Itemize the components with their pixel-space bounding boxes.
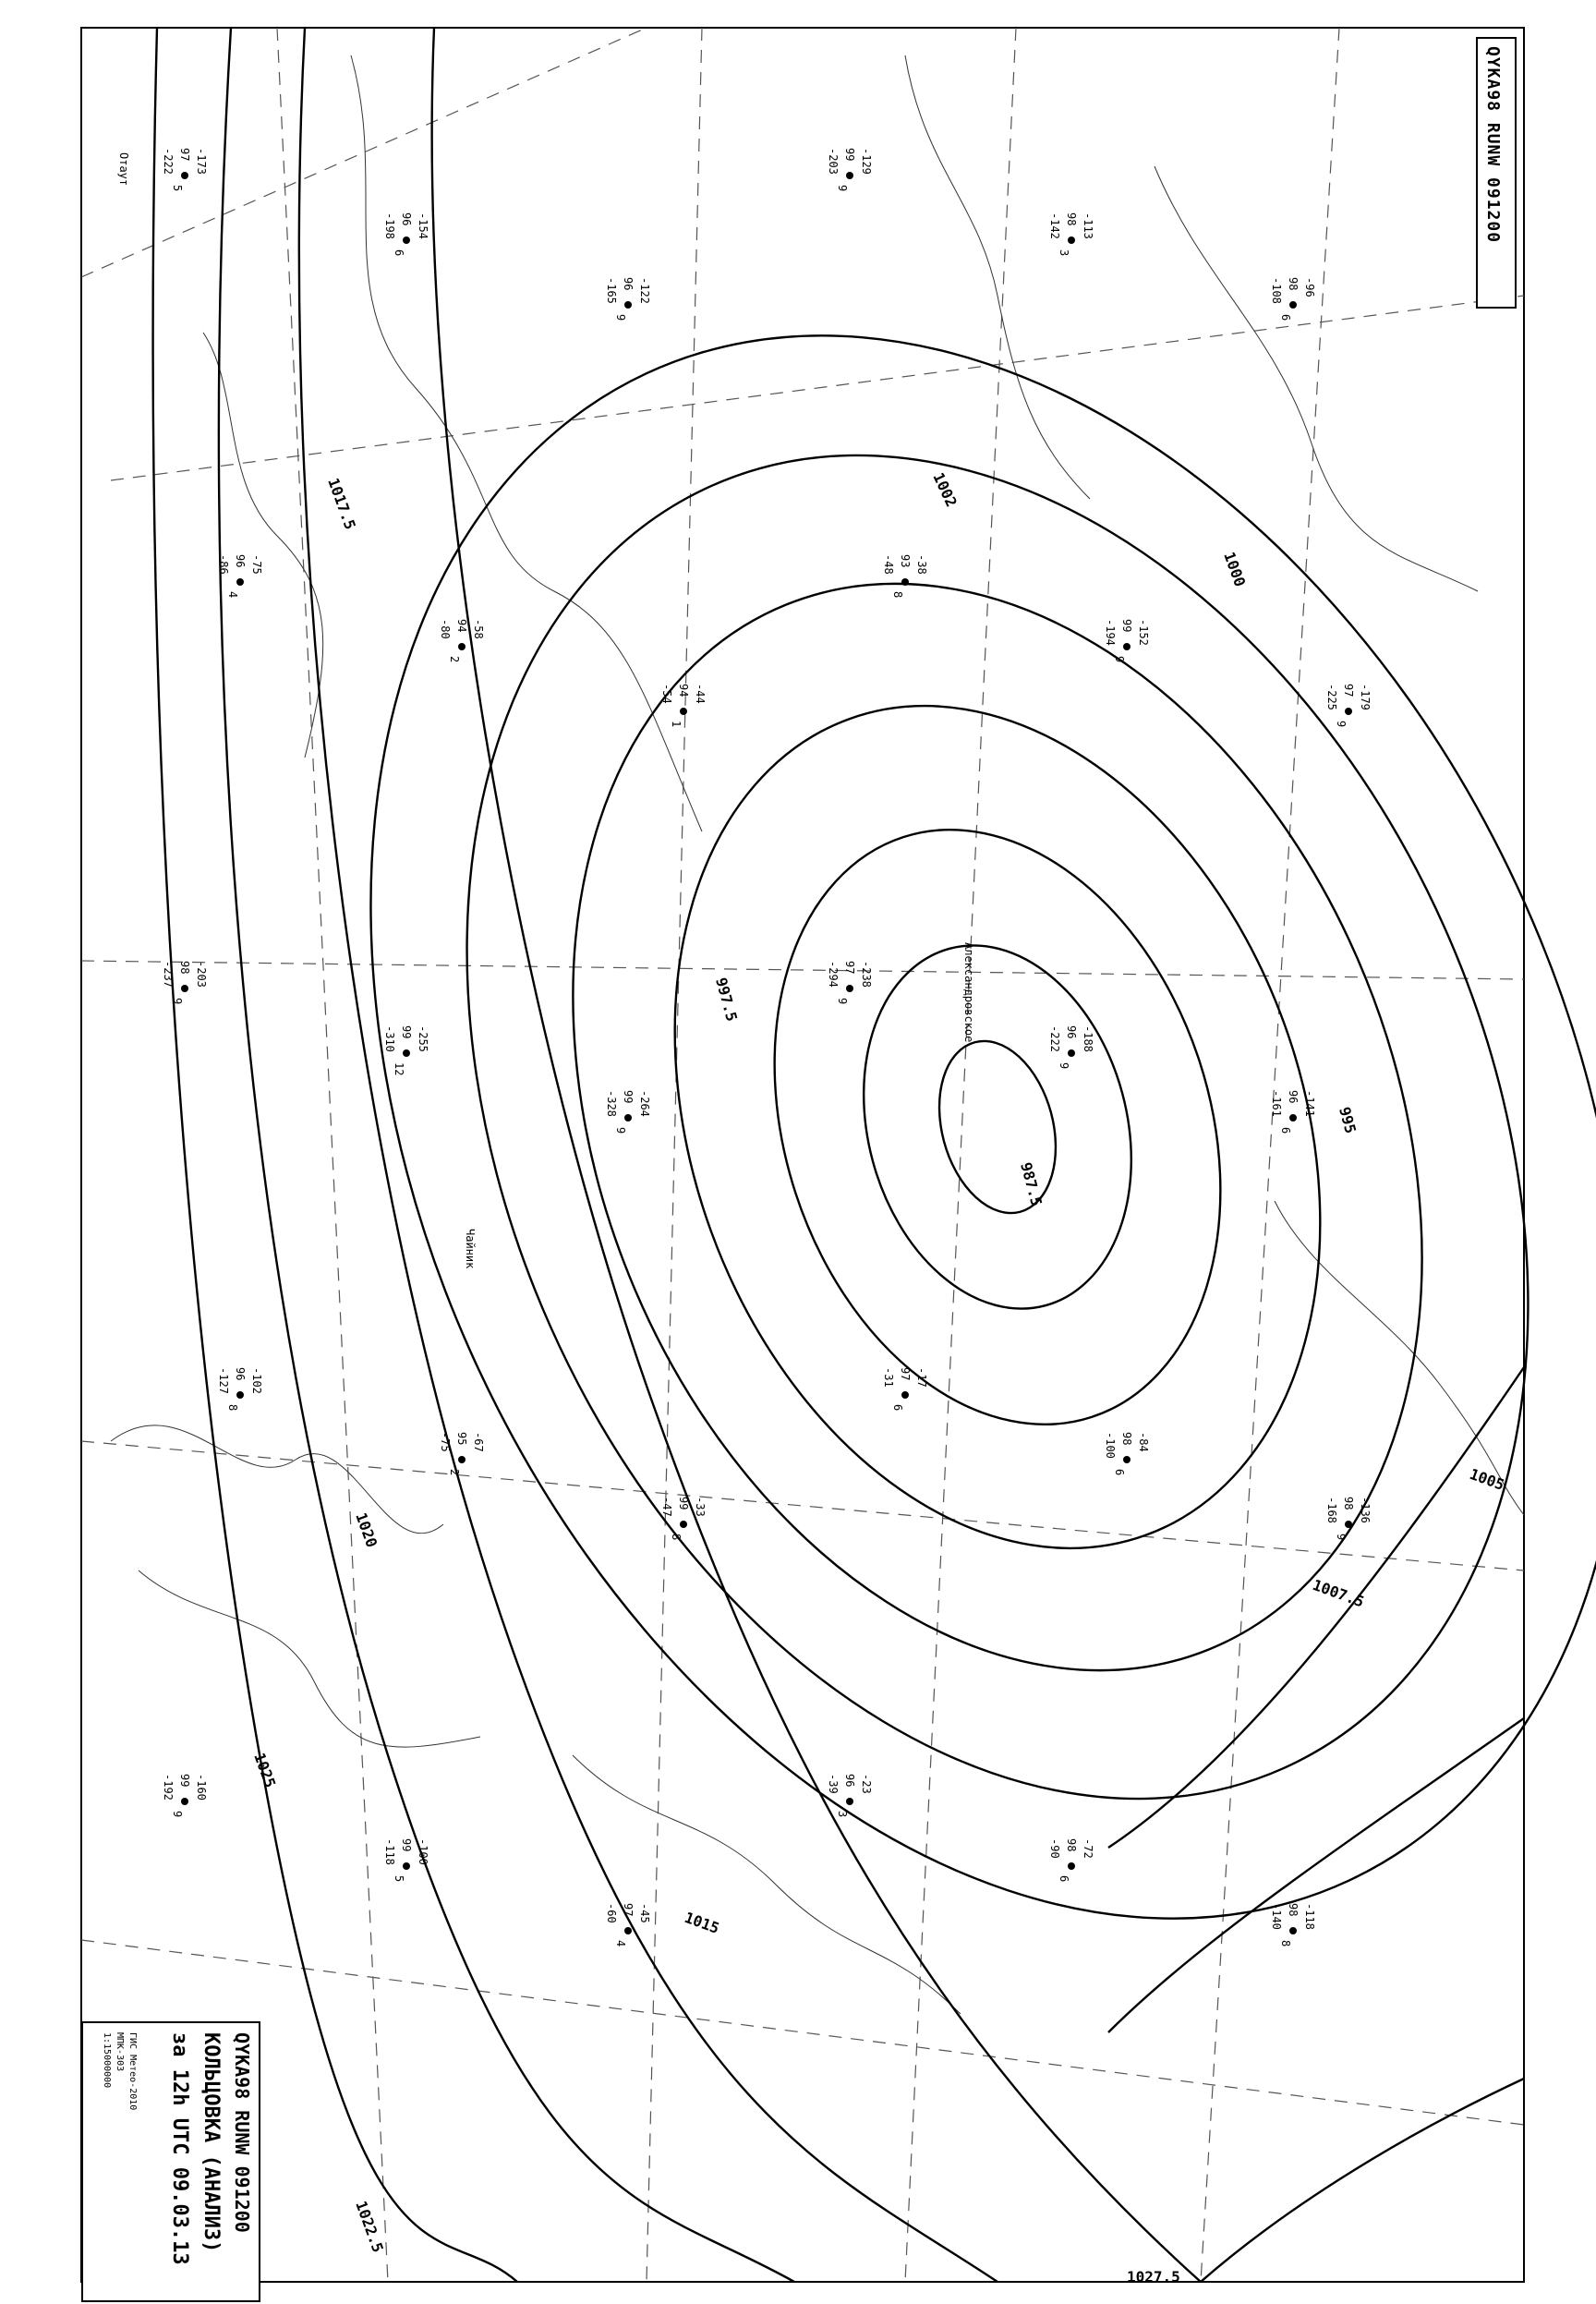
station-dot [624, 1114, 632, 1122]
station-value: 97 [899, 1367, 912, 1381]
station-dot [1345, 1521, 1352, 1528]
station-value: -294 [827, 961, 840, 988]
station-value: -140 [1270, 1903, 1283, 1930]
station-value: 9 [1335, 1534, 1348, 1541]
station-value: -238 [860, 961, 873, 988]
station-dot [236, 578, 244, 586]
station-value: -108 [1270, 277, 1283, 304]
legend-line-1: QYKA98 RUNW 091200 [231, 2032, 253, 2233]
station-value: -44 [694, 684, 707, 704]
station-dot [901, 578, 909, 586]
station-dot [1123, 643, 1130, 650]
station-value: -90 [1048, 1838, 1061, 1859]
station-value: 4 [226, 591, 239, 599]
station-value: 96 [400, 212, 413, 226]
station-value: -194 [1104, 619, 1117, 646]
station-value: -100 [417, 1838, 429, 1865]
isobar-label: 1000 [1220, 549, 1250, 589]
station-value: 2 [448, 656, 461, 663]
place-label: Александровское [962, 942, 975, 1043]
isobar-label: 1002 [929, 469, 961, 510]
isobar-label: 1005 [1467, 1464, 1507, 1494]
station-value: -198 [383, 212, 396, 239]
station-value: 9 [1113, 656, 1126, 663]
station-dot [1289, 1114, 1297, 1122]
station-value: -154 [417, 212, 429, 239]
station-value: 99 [843, 148, 856, 162]
station-value: -100 [1104, 1432, 1117, 1459]
station-value: -86 [217, 554, 230, 575]
station-value: -54 [660, 684, 673, 704]
station-dot [1289, 301, 1297, 309]
station-value: -141 [1303, 1090, 1316, 1117]
station-value: 9 [614, 314, 627, 321]
station-value: -118 [383, 1838, 396, 1865]
station-value: -75 [250, 554, 263, 575]
station-value: -58 [472, 619, 485, 639]
station-dot [680, 708, 687, 715]
isobar-label: 1022.5 [352, 2198, 387, 2255]
station-value: -203 [827, 148, 840, 175]
station-dot [1068, 236, 1075, 244]
station-value: 6 [1113, 1469, 1126, 1476]
station-value: 99 [178, 1774, 191, 1788]
station-dot [403, 236, 410, 244]
station-value: 6 [393, 249, 405, 257]
station-dot [624, 301, 632, 309]
station-dot [624, 1927, 632, 1934]
station-value: 8 [226, 1404, 239, 1412]
place-label: Отаут [117, 152, 130, 187]
station-value: 98 [1065, 212, 1078, 226]
station-value: -67 [472, 1432, 485, 1452]
station-value: 96 [234, 554, 247, 568]
station-value: 97 [843, 961, 856, 975]
station-dot [1068, 1049, 1075, 1057]
station-value: -118 [1303, 1903, 1316, 1930]
station-value: 4 [614, 1940, 627, 1947]
station-value: 94 [677, 684, 690, 697]
station-dot [181, 1798, 188, 1805]
station-dot [680, 1521, 687, 1528]
station-value: 3 [1058, 249, 1070, 257]
station-value: -161 [1270, 1090, 1283, 1117]
station-value: 8 [1279, 1940, 1292, 1947]
station-dot [846, 985, 853, 992]
station-value: 3 [836, 1811, 849, 1818]
station-value: 99 [677, 1497, 690, 1510]
station-value: -39 [827, 1774, 840, 1794]
station-value: -192 [162, 1774, 175, 1801]
isobar-label: 997.5 [712, 976, 741, 1024]
station-dot [846, 1798, 853, 1805]
legend-line-5: МПК-303 [115, 2032, 125, 2072]
station-value: 96 [234, 1367, 247, 1381]
station-value: -225 [1325, 684, 1338, 710]
station-dot [458, 643, 466, 650]
station-value: -127 [217, 1367, 230, 1394]
station-value: -45 [638, 1903, 651, 1923]
station-value: 96 [1065, 1025, 1078, 1039]
station-dot [236, 1391, 244, 1399]
isobar-label: 1020 [352, 1510, 381, 1550]
station-value: -328 [605, 1090, 618, 1117]
station-dot [1068, 1862, 1075, 1870]
station-value: -75 [439, 1432, 452, 1452]
station-value: 8 [891, 591, 904, 599]
station-value: 9 [1335, 721, 1348, 728]
station-value: -237 [162, 961, 175, 988]
station-value: -222 [1048, 1025, 1061, 1052]
station-value: 9 [614, 1127, 627, 1134]
station-value: -38 [915, 554, 928, 575]
station-value: 2 [448, 1469, 461, 1476]
isobar-label: 1007.5 [1310, 1575, 1367, 1611]
station-value: 97 [1342, 684, 1355, 697]
station-dot [901, 1391, 909, 1399]
station-dot [458, 1456, 466, 1463]
station-value: -102 [250, 1367, 263, 1394]
station-value: 96 [1287, 1090, 1300, 1104]
station-value: -33 [694, 1497, 707, 1517]
station-value: 5 [171, 185, 184, 192]
station-value: 98 [1065, 1838, 1078, 1852]
station-value: -80 [439, 619, 452, 639]
station-value: 98 [1287, 1903, 1300, 1917]
station-value: 98 [1120, 1432, 1133, 1446]
station-value: -168 [1325, 1497, 1338, 1523]
station-value: -129 [860, 148, 873, 175]
station-value: 99 [400, 1838, 413, 1852]
station-value: 93 [899, 554, 912, 568]
station-value: -31 [882, 1367, 895, 1388]
station-dot [181, 172, 188, 179]
station-dot [181, 985, 188, 992]
header-code-box [1476, 37, 1517, 309]
station-value: 95 [455, 1432, 468, 1446]
station-value: -48 [882, 554, 895, 575]
station-value: 8 [670, 1534, 683, 1541]
legend-line-2: КОЛЬЦОВКА (АНАЛИЗ) [200, 2032, 223, 2253]
station-value: -136 [1359, 1497, 1372, 1523]
station-value: 96 [622, 277, 635, 291]
station-value: -264 [638, 1090, 651, 1117]
station-value: -84 [1137, 1432, 1150, 1452]
station-value: -179 [1359, 684, 1372, 710]
station-value: 98 [178, 961, 191, 975]
station-dot [1345, 708, 1352, 715]
station-value: -23 [860, 1774, 873, 1794]
station-value: 9 [836, 998, 849, 1005]
station-value: -160 [195, 1774, 208, 1801]
header-code: QYKA98 RUNW 091200 [1483, 46, 1503, 244]
isobar-label: 995 [1336, 1105, 1360, 1135]
station-value: -122 [638, 277, 651, 304]
station-value: 12 [393, 1062, 405, 1076]
isobar-label: 1027.5 [1127, 2268, 1180, 2286]
station-dot [1123, 1456, 1130, 1463]
station-value: 97 [622, 1903, 635, 1917]
station-value: -152 [1137, 619, 1150, 646]
station-value: 97 [178, 148, 191, 162]
station-value: -113 [1082, 212, 1094, 239]
station-value: -173 [195, 148, 208, 175]
station-value: 99 [622, 1090, 635, 1104]
station-value: 9 [1058, 1062, 1070, 1070]
station-value: -60 [605, 1903, 618, 1923]
legend-line-4: ГИС Метео-2010 [127, 2032, 138, 2111]
station-value: 1 [670, 721, 683, 728]
station-value: 94 [455, 619, 468, 633]
station-dot [846, 172, 853, 179]
isobar-label: 1017.5 [324, 475, 359, 532]
isobar-label: 1025 [250, 1750, 280, 1790]
station-value: 96 [843, 1774, 856, 1788]
station-value: 5 [393, 1875, 405, 1883]
station-value: -96 [1303, 277, 1316, 297]
station-dot [403, 1862, 410, 1870]
station-value: -72 [1082, 1838, 1094, 1859]
station-value: 9 [171, 1811, 184, 1818]
station-dot [403, 1049, 410, 1057]
station-value: 6 [1279, 314, 1292, 321]
station-value: 6 [1279, 1127, 1292, 1134]
station-value: -17 [915, 1367, 928, 1388]
station-value: 98 [1287, 277, 1300, 291]
station-value: -310 [383, 1025, 396, 1052]
station-value: -47 [660, 1497, 673, 1517]
isobar-label: 987.5 [1017, 1160, 1046, 1208]
legend-box [81, 2021, 260, 2302]
station-value: 9 [171, 998, 184, 1005]
station-value: 99 [1120, 619, 1133, 633]
place-label: Чайник [464, 1229, 477, 1269]
station-value: -142 [1048, 212, 1061, 239]
legend-line-3: за 12h UTC 09.03.13 [168, 2032, 191, 2265]
station-value: -203 [195, 961, 208, 988]
station-value: -222 [162, 148, 175, 175]
station-dot [1289, 1927, 1297, 1934]
station-value: 99 [400, 1025, 413, 1039]
station-value: 6 [1058, 1875, 1070, 1883]
station-value: 98 [1342, 1497, 1355, 1510]
station-value: -188 [1082, 1025, 1094, 1052]
legend-line-6: 1:15000000 [102, 2032, 112, 2089]
station-value: -165 [605, 277, 618, 304]
station-value: 6 [891, 1404, 904, 1412]
isobar-label: 1015 [682, 1908, 722, 1937]
station-value: -255 [417, 1025, 429, 1052]
station-value: 9 [836, 185, 849, 192]
